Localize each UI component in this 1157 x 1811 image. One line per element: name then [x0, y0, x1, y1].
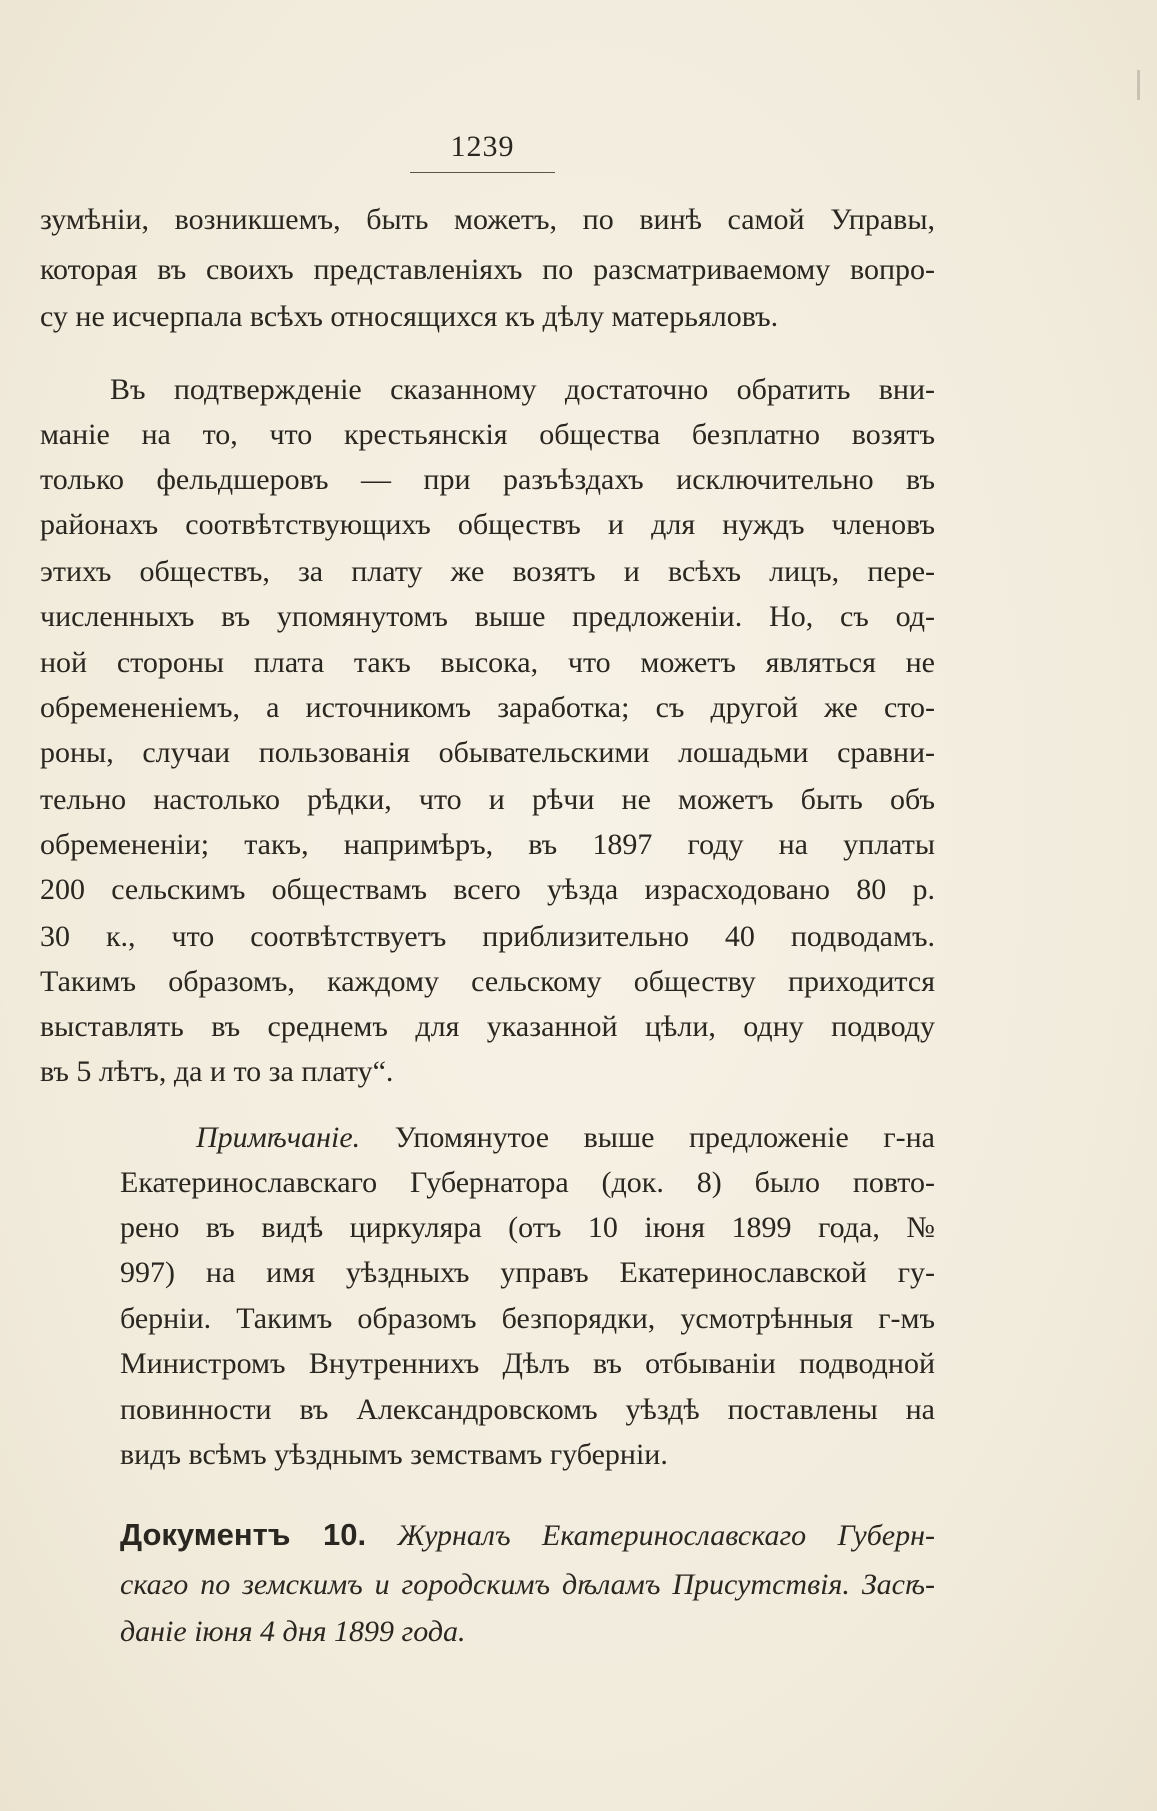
note-line: повинности въ Александровскомъ уѣздѣ поставлены на	[120, 1393, 935, 1426]
paragraph2-line: этихъ обществъ, за плату же возятъ и всѣхъ лицъ, пере-	[40, 555, 935, 588]
document-title-line: даніе іюня 4 дня 1899 года.	[120, 1615, 466, 1648]
paragraph2-line: 200 сельскимъ обществамъ всего уѣзда израсходовано 80 р.	[40, 873, 935, 906]
paragraph2-line: маніе на то, что крестьянскія общества безплатно возятъ	[40, 418, 935, 451]
paragraph2-line: роны, случаи пользованія обывательскими лошадьми сравни-	[40, 736, 935, 769]
note-line: Екатеринославскаго Губернатора (док. 8) было повто-	[120, 1166, 935, 1199]
margin-mark	[1137, 70, 1140, 100]
paragraph2-line: обремененіи; такъ, напримѣръ, въ 1897 году на уплаты	[40, 828, 935, 861]
paragraph2-line: выставлять въ среднемъ для указанной цѣли, одну подводу	[40, 1010, 935, 1043]
paragraph2-line: районахъ соотвѣтствующихъ обществъ и для нуждъ членовъ	[40, 508, 935, 541]
note-line	[196, 1118, 935, 1158]
header-rule	[410, 172, 555, 173]
document-heading-line	[120, 1515, 935, 1555]
paragraph2-line: 30 к., что соотвѣтствуетъ приблизительно 40 подводамъ.	[40, 920, 935, 953]
paragraph2-line: ной стороны плата такъ высока, что можетъ являться не	[40, 646, 935, 679]
paragraph1-line: су не исчерпала всѣхъ относящихся къ дѣлу матерьяловъ.	[40, 300, 779, 333]
note-line: 997) на имя уѣздныхъ управъ Екатеринославской гу-	[120, 1256, 935, 1289]
note-line: видъ всѣмъ уѣзднымъ земствамъ губерніи.	[120, 1438, 668, 1471]
note-label: Примѣчаніе.	[196, 1121, 361, 1154]
paragraph1-line: зумѣніи, возникшемъ, быть можетъ, по винѣ самой Управы,	[40, 203, 935, 236]
note-line: Министромъ Внутреннихъ Дѣлъ въ отбываніи подводной	[120, 1347, 935, 1380]
paragraph2-line: Такимъ образомъ, каждому сельскому обществу приходится	[40, 965, 935, 998]
page-number: 1239	[450, 130, 515, 163]
note-line: рено въ видѣ циркуляра (отъ 10 іюня 1899 года, №	[120, 1211, 935, 1244]
paragraph2-line: численныхъ въ упомянутомъ выше предложеніи. Но, съ од-	[40, 600, 935, 633]
note-first-line: Упомянутое выше предложеніе г-на	[394, 1121, 935, 1154]
paragraph2-line: обремененіемъ, а источникомъ заработка; съ другой же сто-	[40, 691, 935, 724]
paragraph2-line: тельно настолько рѣдки, что и рѣчи не можетъ быть объ	[40, 783, 935, 816]
document-title-line: скаго по земскимъ и городскимъ дѣламъ Присутствія. Засѣ-	[120, 1568, 935, 1601]
paragraph2-line: Въ подтвержденіе сказанному достаточно обратить вни-	[110, 373, 935, 406]
paragraph1-line: которая въ своихъ представленіяхъ по разсматриваемому вопро-	[40, 253, 935, 286]
paragraph2-line: въ 5 лѣтъ, да и то за плату“.	[40, 1055, 394, 1088]
document-title-first: Журналъ Екатеринославскаго Губерн-	[397, 1519, 935, 1552]
note-line: берніи. Такимъ образомъ безпорядки, усмотрѣнныя г-мъ	[120, 1302, 935, 1335]
paragraph2-line: только фельдшеровъ — при разъѣздахъ исключительно въ	[40, 463, 935, 496]
document-heading: Документъ 10.	[120, 1517, 367, 1552]
